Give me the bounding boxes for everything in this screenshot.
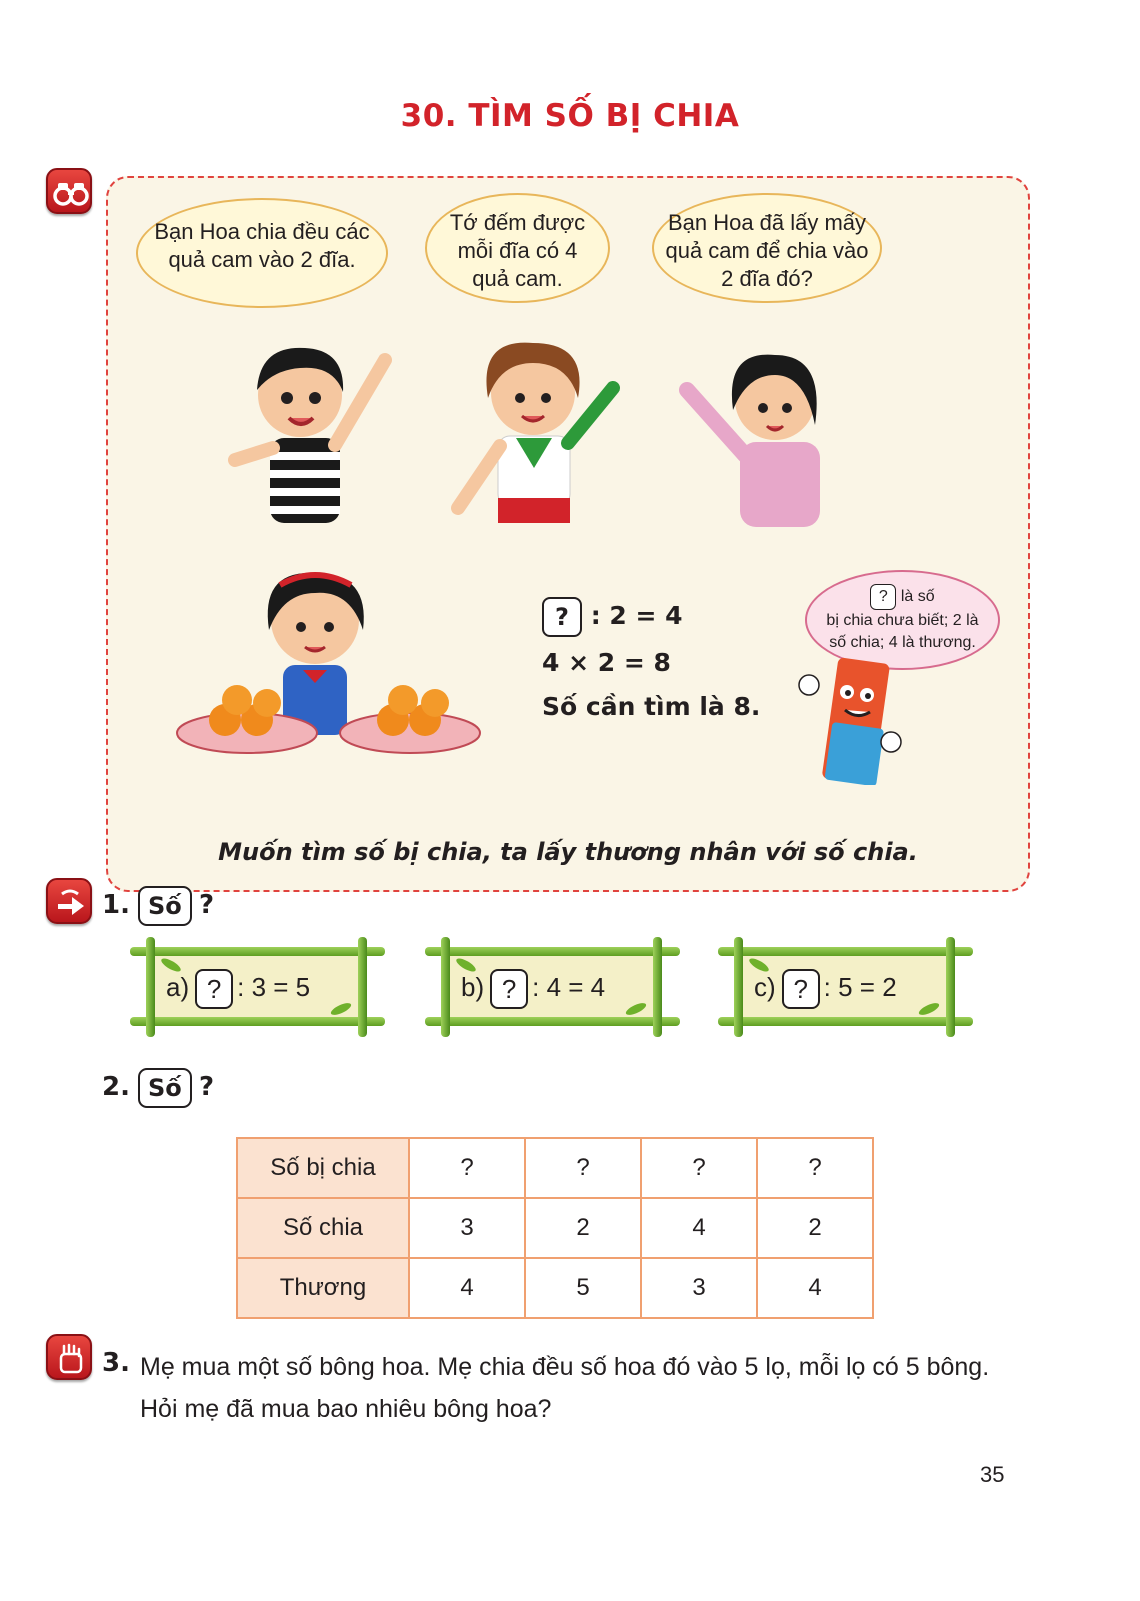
speech-bubble-boy-text: Bạn Hoa chia đều các quả cam vào 2 đĩa. <box>154 219 370 272</box>
exercise-1-qmark: ? <box>199 890 215 920</box>
rule-statement: Muốn tìm số bị chia, ta lấy thương nhân với số chia. <box>218 838 918 866</box>
table-cell-answer[interactable]: ? <box>641 1138 757 1198</box>
exercise-2-qmark: ? <box>199 1072 215 1102</box>
row-header: Số bị chia <box>237 1138 409 1198</box>
exercise-1a-answer-box[interactable]: ? <box>195 969 233 1009</box>
exercise-1a-rest: : 3 = 5 <box>237 972 311 1002</box>
table-cell-answer[interactable]: ? <box>409 1138 525 1198</box>
row-header: Số chia <box>237 1198 409 1258</box>
practice-arrow-icon <box>46 878 92 924</box>
table-cell: 2 <box>757 1198 873 1258</box>
speech-bubble-girl2 <box>652 193 882 303</box>
lesson-title: 30. TÌM SỐ BỊ CHIA <box>400 98 740 134</box>
note-part-2: bị chia chưa biết; 2 là <box>826 612 979 629</box>
table-cell: 4 <box>641 1198 757 1258</box>
exercise-1b-expression <box>461 965 605 1009</box>
table-cell: 3 <box>641 1258 757 1318</box>
table-cell-answer[interactable]: ? <box>757 1138 873 1198</box>
exercise-2-so-box: Số <box>138 1068 192 1108</box>
hoa-with-oranges-illustration <box>175 555 485 765</box>
table-cell-answer[interactable]: ? <box>525 1138 641 1198</box>
exercise-1b-answer-box[interactable]: ? <box>490 969 528 1009</box>
equation-line-1 <box>542 597 683 637</box>
row-header: Thương <box>237 1258 409 1318</box>
note-part-1: là số <box>900 588 935 605</box>
note-part-3: số chia; 4 là thương. <box>829 634 976 651</box>
exercise-1c-label: c) <box>754 972 776 1002</box>
speech-bubble-girl-text: Tớ đếm được mỗi đĩa có 4 quả cam. <box>449 210 586 291</box>
exercise-1-so-box: Số <box>138 886 192 926</box>
girl-illustration <box>438 318 638 528</box>
exercise-2-table <box>236 1137 874 1319</box>
speech-bubble-girl2-text: Bạn Hoa đã lấy mấy quả cam để chia vào 2 đĩa đó? <box>665 210 869 291</box>
exercise-1b-rest: : 4 = 4 <box>532 972 606 1002</box>
speech-bubble-girl <box>425 193 610 303</box>
exercise-1c-frame <box>718 937 973 1037</box>
exercise-1-number: 1. <box>102 890 130 920</box>
table-cell: 4 <box>757 1258 873 1318</box>
table-cell: 5 <box>525 1258 641 1318</box>
exercise-3-text: Mẹ mua một số bông hoa. Mẹ chia đều số hoa đó vào 5 lọ, mỗi lọ có 5 bông. Hỏi mẹ đã mua bao nhiêu bông hoa? <box>140 1353 990 1423</box>
exercise-2-number: 2. <box>102 1072 130 1102</box>
exercise-1c-rest: : 5 = 2 <box>823 972 897 1002</box>
exercise-3-number: 3. <box>102 1348 130 1378</box>
equation-line-1-rest: : 2 = 4 <box>590 601 683 630</box>
table-cell: 3 <box>409 1198 525 1258</box>
table-cell: 2 <box>525 1198 641 1258</box>
girl2-illustration <box>665 330 850 530</box>
boy-illustration <box>215 320 415 530</box>
exercise-1b-frame <box>425 937 680 1037</box>
table-row <box>237 1198 873 1258</box>
exercise-1a-expression <box>166 965 310 1009</box>
note-unknown-box: ? <box>870 584 896 610</box>
equation-line-2: 4 × 2 = 8 <box>542 648 671 677</box>
exercise-1b-label: b) <box>461 972 485 1002</box>
table-cell: 4 <box>409 1258 525 1318</box>
equation-line-3: Số cần tìm là 8. <box>542 692 761 721</box>
exercise-1a-frame <box>130 937 385 1037</box>
binoculars-icon <box>46 168 92 214</box>
exercise-1c-answer-box[interactable]: ? <box>782 969 820 1009</box>
unknown-box: ? <box>542 597 582 637</box>
table-row <box>237 1138 873 1198</box>
exercise-1a-label: a) <box>166 972 190 1002</box>
page-number: 35 <box>980 1462 1005 1487</box>
table-row <box>237 1258 873 1318</box>
speech-bubble-boy <box>136 198 388 308</box>
eraser-mascot-illustration <box>795 650 910 785</box>
hand-icon <box>46 1334 92 1380</box>
exercise-1c-expression <box>754 965 897 1009</box>
